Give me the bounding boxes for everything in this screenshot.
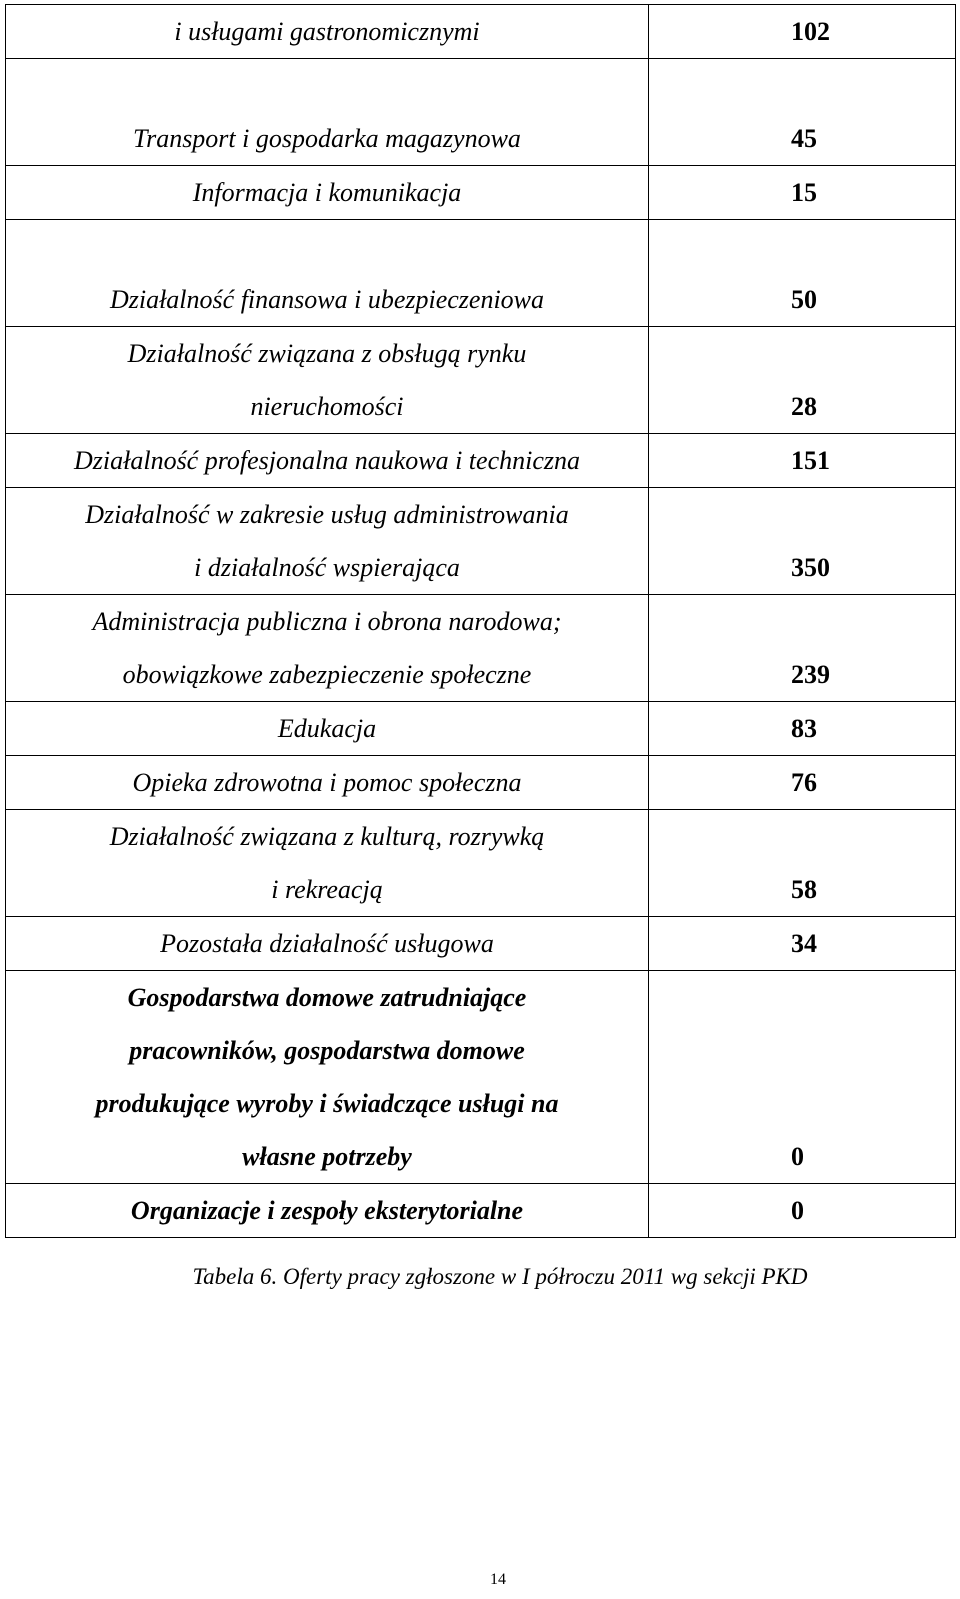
pkd-offers-table xyxy=(5,4,956,1238)
section-name-cell xyxy=(6,810,649,917)
table-row xyxy=(6,59,956,166)
section-name-line: Działalność w zakresie usług administrowania xyxy=(85,500,569,529)
section-name-cell xyxy=(6,327,649,434)
offer-count: 34 xyxy=(791,929,817,958)
offer-count: 50 xyxy=(791,285,817,314)
offer-count-cell xyxy=(649,595,956,702)
section-name-line: nieruchomości xyxy=(250,392,404,421)
offer-count-cell xyxy=(649,5,956,59)
table-row xyxy=(6,756,956,810)
section-name-line: produkujące wyroby i świadczące usługi na xyxy=(95,1089,559,1118)
section-name-line xyxy=(6,220,648,273)
offer-count: 76 xyxy=(791,768,817,797)
section-name-cell xyxy=(6,595,649,702)
offer-count: 0 xyxy=(791,1196,804,1225)
section-name-line: obowiązkowe zabezpieczenie społeczne xyxy=(122,660,532,689)
table-row xyxy=(6,917,956,971)
table-row xyxy=(6,595,956,702)
offer-count: 151 xyxy=(791,446,830,475)
table-body xyxy=(6,5,956,1238)
offer-count-cell xyxy=(649,971,956,1184)
offer-count: 239 xyxy=(791,660,830,689)
section-name-line: Informacja i komunikacja xyxy=(192,178,462,207)
section-name-cell xyxy=(6,220,649,327)
offer-count: 350 xyxy=(791,553,830,582)
section-name-line: Opieka zdrowotna i pomoc społeczna xyxy=(132,768,522,797)
table-row xyxy=(6,971,956,1184)
table-row xyxy=(6,1184,956,1238)
offer-count: 0 xyxy=(791,1142,804,1171)
section-name-line: Administracja publiczna i obrona narodowa; xyxy=(92,607,562,636)
offer-count-cell xyxy=(649,327,956,434)
table-row xyxy=(6,327,956,434)
offer-count: 102 xyxy=(791,17,830,46)
section-name-cell xyxy=(6,5,649,59)
offer-count: 58 xyxy=(791,875,817,904)
section-name-line: Edukacja xyxy=(277,714,377,743)
section-name-line: i działalność wspierająca xyxy=(194,553,460,582)
offer-count-cell xyxy=(649,1184,956,1238)
section-name-cell xyxy=(6,971,649,1184)
section-name-line: i rekreacją xyxy=(271,875,383,904)
section-name-cell xyxy=(6,59,649,166)
table-row xyxy=(6,488,956,595)
section-name-cell xyxy=(6,166,649,220)
section-name-line: Transport i gospodarka magazynowa xyxy=(133,124,521,153)
table-row xyxy=(6,702,956,756)
offer-count-cell xyxy=(649,220,956,327)
section-name-line: Organizacje i zespoły eksterytorialne xyxy=(130,1196,524,1225)
offer-count-cell xyxy=(649,917,956,971)
section-name-line: Działalność związana z obsługą rynku xyxy=(127,339,527,368)
spacer xyxy=(791,1077,955,1130)
offer-count: 15 xyxy=(791,178,817,207)
table-caption: Tabela 6. Oferty pracy zgłoszone w I półroczu 2011 wg sekcji PKD xyxy=(192,1264,808,1289)
section-name-line xyxy=(6,59,648,112)
section-name-line: pracowników, gospodarstwa domowe xyxy=(129,1036,525,1065)
section-name-line: Pozostała działalność usługowa xyxy=(160,929,494,958)
section-name-cell xyxy=(6,756,649,810)
spacer xyxy=(791,971,955,1024)
offer-count: 45 xyxy=(791,124,817,153)
offer-count-cell xyxy=(649,434,956,488)
offer-count-cell xyxy=(649,59,956,166)
section-name-cell xyxy=(6,917,649,971)
offer-count: 28 xyxy=(791,392,817,421)
section-name-line: Działalność profesjonalna naukowa i techniczna xyxy=(74,446,580,475)
section-name-line: Działalność związana z kulturą, rozrywką xyxy=(109,822,545,851)
section-name-line: i usługami gastronomicznymi xyxy=(174,17,480,46)
section-name-line: Działalność finansowa i ubezpieczeniowa xyxy=(109,285,545,314)
table-row xyxy=(6,5,956,59)
offer-count-cell xyxy=(649,756,956,810)
offer-count-cell xyxy=(649,488,956,595)
table-row xyxy=(6,166,956,220)
table-row xyxy=(6,220,956,327)
section-name-cell xyxy=(6,434,649,488)
offer-count: 83 xyxy=(791,714,817,743)
spacer xyxy=(791,1024,955,1077)
offer-count-cell xyxy=(649,702,956,756)
table-row xyxy=(6,810,956,917)
offer-count-cell xyxy=(649,810,956,917)
table-row xyxy=(6,434,956,488)
offer-count-cell xyxy=(649,166,956,220)
section-name-cell xyxy=(6,702,649,756)
section-name-cell xyxy=(6,488,649,595)
page-number: 14 xyxy=(490,1571,506,1588)
section-name-line: własne potrzeby xyxy=(242,1142,412,1171)
section-name-line: Gospodarstwa domowe zatrudniające xyxy=(127,983,527,1012)
section-name-cell xyxy=(6,1184,649,1238)
